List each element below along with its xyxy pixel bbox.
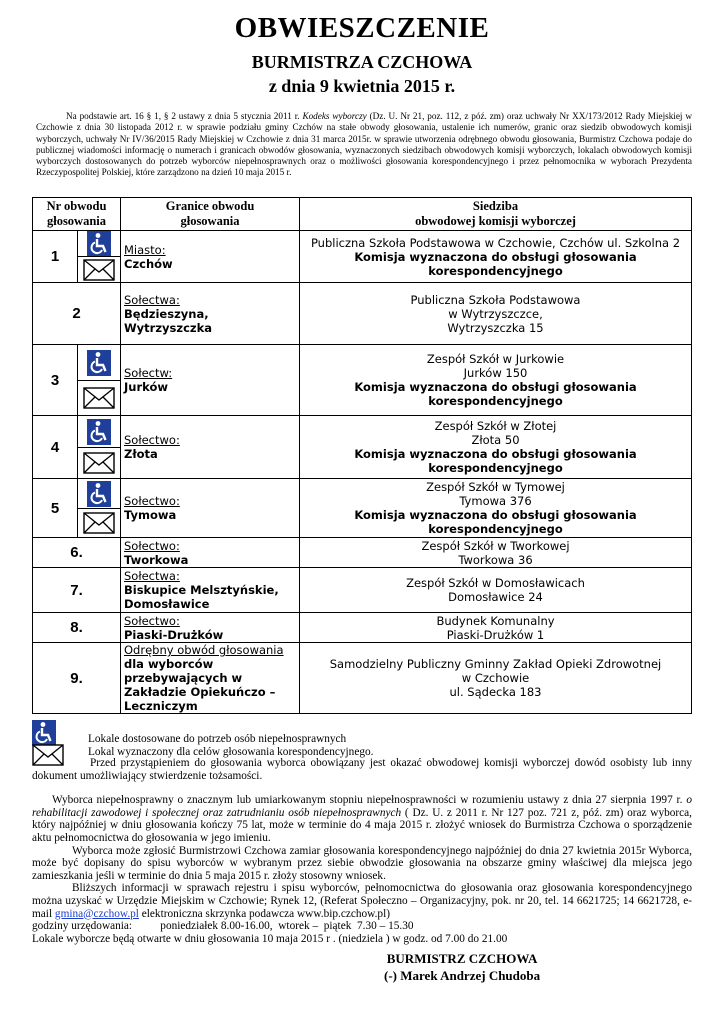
table-row [33, 643, 692, 714]
table-row [33, 568, 692, 613]
commission-seat [300, 613, 692, 643]
postal-commission: korespondencyjnego [428, 263, 563, 278]
postal-commission: korespondencyjnego [428, 522, 563, 536]
district-number-cell [33, 479, 121, 538]
district-number-cell [33, 231, 121, 283]
boundary-name: Tworkowa [124, 552, 189, 567]
districts-table [32, 197, 692, 714]
boundary-label: Sołectwo: [124, 433, 180, 447]
seat-line: Piaski-Drużków 1 [446, 627, 545, 642]
seat-line: Zespół Szkół w Tworkowej [421, 538, 570, 553]
signature [384, 950, 540, 984]
boundary-name: Złota [124, 447, 158, 461]
boundary-label: Sołectwa: [124, 292, 180, 307]
postal-commission: Komisja wyznaczona do obsługi głosowania [354, 508, 637, 522]
boundary-label: Sołectwa: [124, 569, 180, 583]
header-siedziba: Siedziba obwodowej komisji wyborczej [300, 198, 692, 231]
seat-line: Publiczna Szkoła Podstawowa [410, 292, 581, 307]
wheelchair-icon [78, 345, 120, 380]
para-info: Bliższych informacji w sprawach rejestru i spisu wyborców, pełnomocnictwa do głosowania oraz głosowania korespondencyjnego można uzyskać w Urzędzie Miejskim w Czchowie; Rynek 12, (Referat Społeczno – Organizacyjny, pok. nr 20, tel. 14 6621725; 14 6621728, e-mail gmina@czchow.pl elektroniczna skrzynka podawcza www.bip.czchow.pl) [32, 882, 692, 920]
district-boundaries [121, 568, 300, 613]
seat-line: Zespół Szkół w Tymowej [426, 480, 565, 494]
district-number: 7. [33, 568, 121, 613]
seat-line: Zespół Szkół w Jurkowie [426, 352, 565, 366]
table-row [33, 538, 692, 568]
commission-seat [300, 568, 692, 613]
envelope-icon [78, 256, 120, 282]
district-number: 8. [33, 613, 121, 643]
email-link[interactable]: gmina@czchow.pl [54, 907, 139, 920]
district-boundaries [121, 345, 300, 416]
seat-line: w Wytrzyszczce, [448, 306, 543, 321]
district-number: 9. [33, 643, 121, 714]
office-hours: godziny urzędowania: poniedziałek 8.00-16.00, wtorek – piątek 7.30 – 15.30 [32, 920, 414, 933]
intro-paragraph: Na podstawie art. 16 § 1, § 2 ustawy z dnia 5 stycznia 2011 r. Kodeks wyborczy (Dz. U. Nr 21, poz. 112, z póź. zm) oraz uchwały Nr XX/173/2012 Rady Miejskiej w Czchowie z dnia 30 listopada 2012 r. w sprawie podziału gminy Czchów na stałe obwody głosowania, ustalenie ich numerów, granic oraz siedzib obwodowych komisji wyborczych, uchwały Nr IV/36/2015 Rady Miejskiej w Czchowie z dnia 31 marca 2015r. w sprawie utworzenia odrębnego obwodu głosowania, Burmistrz Czchowa podaje do publicznej wiadomości informację o numerach i granicach obwodów głosowania, wyznaczonych siedzibach obwodowych komisji wyborczych, lokalach obwodowych komisji wyborczych dostosowanych do potrzeb wyborców niepełnosprawnych oraz o możliwości głosowania korespondencyjnego i przez pełnomocnika w wyborach Prezydenta Rzeczypospolitej Polskiej, które zarządzono na dzień 10 maja 2015 r. [36, 111, 692, 178]
seat-line: Budynek Komunalny [436, 613, 555, 628]
seat-line: Wytrzyszczka 15 [447, 320, 544, 335]
seat-line: Tworkowa 36 [458, 552, 533, 567]
seat-line: w Czchowie [461, 671, 530, 685]
polling-hours: Lokale wyborcze będą otwarte w dniu głosowania 10 maja 2015 r . (niedziela ) w godz. od 7.00 do 21.00 [32, 932, 508, 945]
district-number: 5 [50, 499, 60, 517]
signature-title: BURMISTRZ CZCHOWA [386, 951, 538, 966]
postal-commission: Komisja wyznaczona do obsługi głosowania [354, 249, 637, 264]
postal-commission: korespondencyjnego [428, 394, 563, 408]
table-row [33, 231, 692, 283]
commission-seat [300, 479, 692, 538]
wheelchair-icon [78, 231, 120, 256]
signature-name: (-) Marek Andrzej Chudoba [384, 968, 541, 983]
postal-commission: korespondencyjnego [428, 461, 563, 475]
district-boundaries [121, 231, 300, 283]
boundary-label: Sołectw: [124, 366, 173, 380]
boundary-label: Miasto: [124, 242, 166, 257]
district-number: 1 [50, 248, 60, 265]
seat-line: Jurków 150 [463, 366, 528, 380]
para-postal: Wyborca może zgłosić Burmistrzowi Czchowa zamiar głosowania korespondencyjnego najpóźniej do dnia 27 kwietnia 2015r Wyborca, może być dopisany do spisu wyborców w wybranym przez siebie obwodzie głosowania na obszarze gminy właściwej dla miejsca jego zamieszkania jeśli w terminie do dnia 5 maja 2015 r. złoży stosowny wniosek. [32, 844, 692, 882]
boundary-label: Sołectwo: [124, 538, 180, 553]
seat-line: Zespół Szkół w Złotej [434, 419, 557, 433]
boundary-name: Będzieszyna, Wytrzyszczka [124, 306, 212, 335]
district-boundaries [121, 538, 300, 568]
page-date: z dnia 9 kwietnia 2015 r. [268, 76, 456, 96]
table-row [33, 479, 692, 538]
commission-seat [300, 283, 692, 345]
seat-line: Tymowa 376 [459, 494, 532, 508]
header-nr: Nr obwodu głosowania [33, 198, 121, 231]
legend-accessible: Lokale dostosowane do potrzeb osób niepełnosprawnych [88, 733, 347, 745]
seat-line: Zespół Szkół w Domosławicach [406, 576, 585, 590]
district-number-cell [33, 416, 121, 479]
seat-line: Złota 50 [471, 433, 520, 447]
boundary-name: Czchów [124, 256, 173, 271]
boundary-name: Jurków [124, 380, 169, 394]
envelope-icon [78, 508, 120, 537]
commission-seat [300, 231, 692, 283]
boundary-label: Sołectwo: [124, 613, 180, 628]
page-title: OBWIESZCZENIE [234, 12, 490, 44]
envelope-icon [78, 447, 120, 478]
seat-line: Publiczna Szkoła Podstawowa w Czchowie, Czchów ul. Szkolna 2 [310, 235, 681, 250]
district-number: 2 [33, 283, 121, 345]
para-id: Przed przystąpieniem do głosowania wyborca obowiązany jest okazać obwodowej komisji wyborczej dowód osobisty lub inny dokument umożliwiający stwierdzenie tożsamości. [32, 757, 692, 782]
district-boundaries [121, 416, 300, 479]
commission-seat [300, 538, 692, 568]
postal-commission: Komisja wyznaczona do obsługi głosowania [354, 447, 637, 461]
table-row [33, 613, 692, 643]
page-subtitle: BURMISTRZA CZCHOWA [251, 52, 473, 72]
district-number: 6. [33, 538, 121, 568]
seat-line: Samodzielny Publiczny Gminny Zakład Opieki Zdrowotnej [329, 657, 662, 671]
district-boundaries [121, 643, 300, 714]
boundary-name: Biskupice Melsztyńskie, Domosławice [124, 583, 279, 611]
seat-line: ul. Sądecka 183 [449, 685, 542, 699]
boundary-name: Tymowa [124, 508, 177, 522]
table-row [33, 416, 692, 479]
seat-line: Domosławice 24 [448, 590, 543, 604]
body-text [32, 757, 692, 945]
district-boundaries [121, 283, 300, 345]
commission-seat [300, 416, 692, 479]
commission-seat [300, 643, 692, 714]
district-number-cell [33, 345, 121, 416]
postal-commission: Komisja wyznaczona do obsługi głosowania [354, 380, 637, 394]
envelope-icon [78, 380, 120, 415]
table-row [33, 283, 692, 345]
table-row [33, 345, 692, 416]
district-number: 4 [50, 438, 60, 456]
district-boundaries [121, 613, 300, 643]
boundary-name: Piaski-Drużków [124, 627, 224, 642]
commission-seat [300, 345, 692, 416]
district-boundaries [121, 479, 300, 538]
boundary-label: Odrębny obwód głosowania [124, 643, 284, 657]
district-number: 3 [50, 371, 60, 389]
header-granice: Granice obwodu głosowania [121, 198, 300, 231]
boundary-label: Sołectwo: [124, 494, 180, 508]
para-proxy: Wyborca niepełnosprawny o znacznym lub umiarkowanym stopniu niepełnosprawności w rozumieniu ustawy z dnia 27 sierpnia 1997 r. o rehabilitacji zawodowej i społecznej oraz zatrudnianiu osób niepełnosprawnych ( Dz. U. z 2011 r. Nr 127 poz. 721 z, póź. zm) oraz wyborca, który najpóźniej w dniu głosowania kończy 75 lat, może w terminie do 4 maja 2015 r. złożyć wniosek do Burmistrza Czchowa o sporządzenie aktu pełnomocnictwa do głosowania w jego imieniu. [32, 794, 693, 844]
wheelchair-icon [78, 416, 120, 447]
wheelchair-icon [78, 479, 120, 508]
boundary-name: dla wyborców przebywających w Zakładzie Opiekuńczo – Leczniczym [124, 657, 276, 713]
legend-postal: Lokal wyznaczony dla celów głosowania korespondencyjnego. [88, 746, 374, 758]
